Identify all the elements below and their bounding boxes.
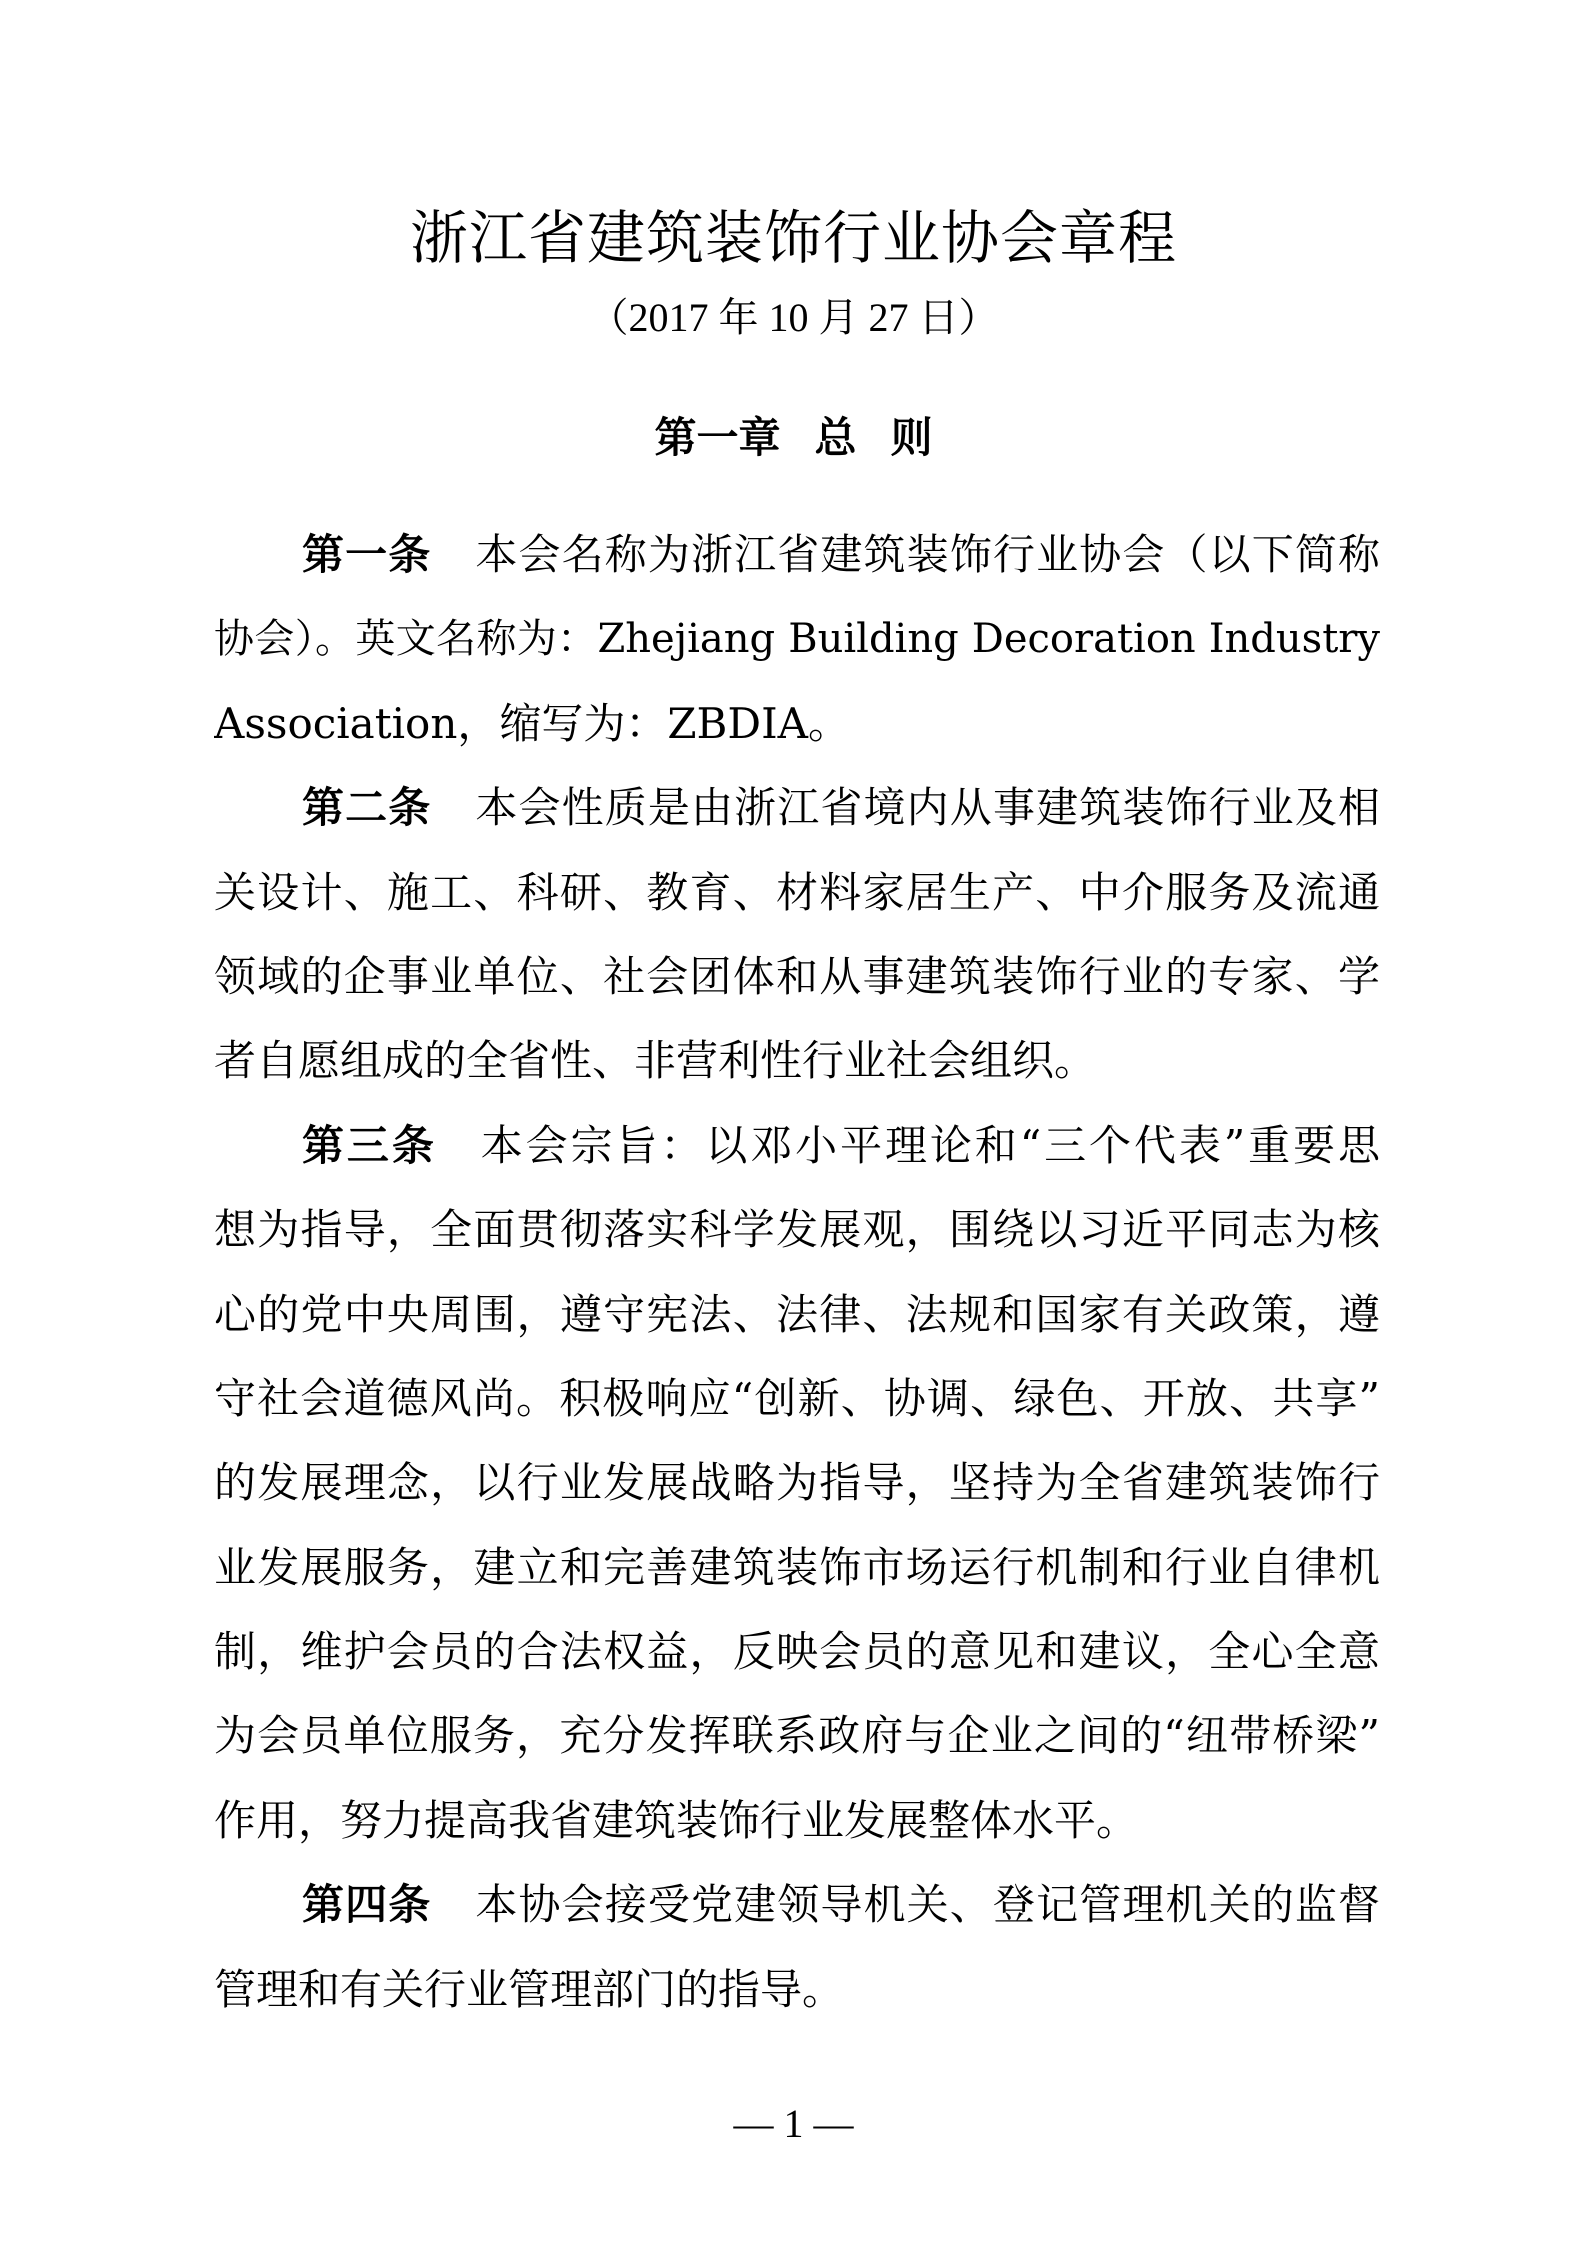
- chapter-number: 第一章: [654, 413, 781, 462]
- document-body: [214, 527, 1380, 2046]
- article-3-line-7: 制，维护会员的合法权益，反映会员的意见和建议，全心全意: [214, 1627, 1380, 1677]
- article-3-line-1: [214, 1118, 1380, 1202]
- article-2-label: 第二条: [302, 783, 432, 833]
- document-title: 浙江省建筑装饰行业协会章程: [409, 204, 1177, 272]
- article-1-line-3: Association，缩写为：ZBDIA。: [214, 698, 851, 748]
- article-3-line-8: 为会员单位服务，充分发挥联系政府与企业之间的“纽带桥梁”: [214, 1711, 1380, 1761]
- article-1-text-line-1: 本会名称为浙江省建筑装饰行业协会（以下简称: [475, 530, 1380, 579]
- article-4-line-1: [214, 1877, 1380, 1961]
- article-3-line-2: 想为指导，全面贯彻落实科学发展观，围绕以习近平同志为核: [214, 1205, 1380, 1255]
- article-3-line-3: 心的党中央周围，遵守宪法、法律、法规和国家有关政策，遵: [214, 1289, 1380, 1339]
- article-2-line-2: 关设计、施工、科研、教育、材料家居生产、中介服务及流通: [214, 867, 1380, 917]
- document-date: （2017 年 10 月 27 日）: [588, 295, 999, 340]
- article-3-text-line-1: 本会宗旨：以邓小平理论和“三个代表”重要思: [480, 1120, 1380, 1170]
- chapter-name-part1: 总: [814, 413, 857, 462]
- article-2-line-1: [214, 780, 1380, 864]
- article-3-line-9: 作用，努力提高我省建筑装饰行业发展整体水平。: [214, 1795, 1139, 1845]
- article-4-line-2: 管理和有关行业管理部门的指导。: [214, 1964, 845, 2014]
- article-2-text-line-1: 本会性质是由浙江省境内从事建筑装饰行业及相: [475, 783, 1380, 833]
- article-3-line-5: 的发展理念，以行业发展战略为指导，坚持为全省建筑装饰行: [214, 1458, 1380, 1508]
- article-4-text-line-1: 本协会接受党建领导机关、登记管理机关的监督: [475, 1880, 1380, 1930]
- article-2-line-3: 领域的企事业单位、社会团体和从事建筑装饰行业的专家、学: [214, 951, 1380, 1001]
- chapter-heading: [0, 410, 1587, 466]
- article-2-line-4: 者自愿组成的全省性、非营利性行业社会组织。: [214, 1036, 1097, 1086]
- article-3-line-6: 业发展服务，建立和完善建筑装饰市场运行机制和行业自律机: [214, 1542, 1380, 1592]
- page-number: — 1 —: [733, 2101, 854, 2146]
- article-1-label: 第一条: [302, 530, 432, 579]
- article-4-label: 第四条: [302, 1880, 432, 1930]
- article-1-line-2: 协会）。英文名称为：Zhejiang Building Decoration Industry: [214, 616, 1380, 663]
- article-3-line-4: 守社会道德风尚。积极响应“创新、协调、绿色、开放、共享”: [214, 1373, 1380, 1423]
- chapter-name-part2: 则: [890, 413, 933, 462]
- article-3-label: 第三条: [302, 1120, 437, 1170]
- article-1-line-1: [214, 527, 1380, 611]
